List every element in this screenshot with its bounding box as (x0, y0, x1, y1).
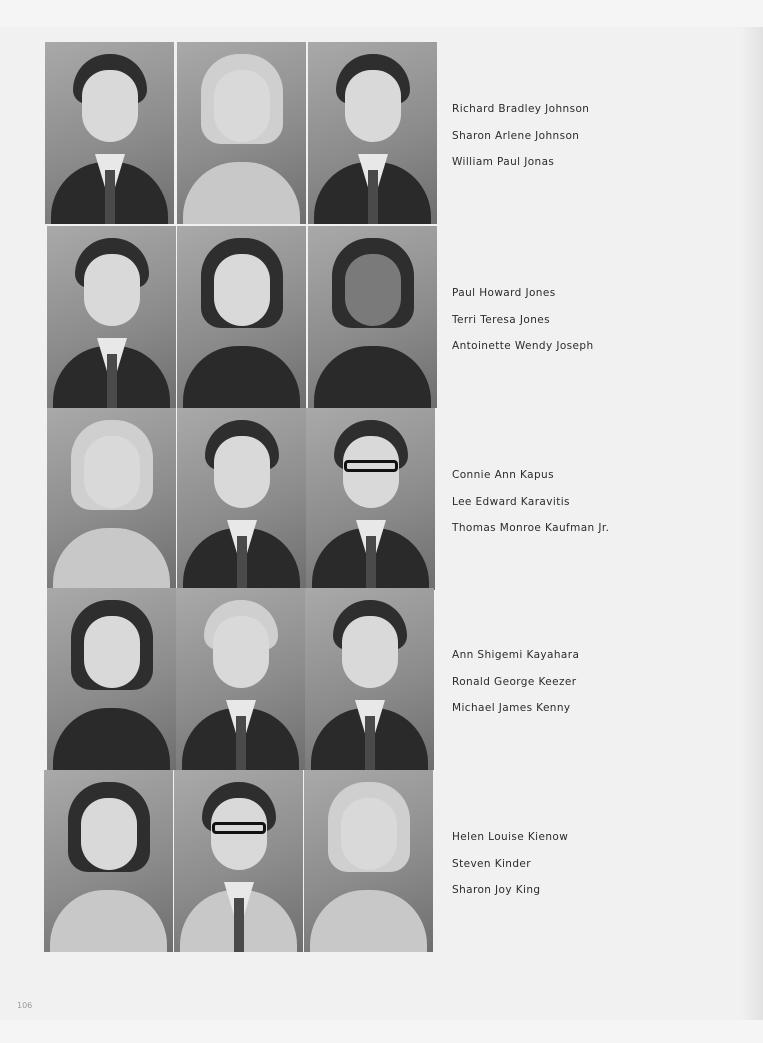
portrait-steven-kinder (174, 770, 303, 952)
student-name: Ronald George Keezer (452, 675, 577, 688)
portrait-michael-kenny (305, 588, 434, 770)
student-name: Michael James Kenny (452, 702, 571, 714)
student-name: Terri Teresa Jones (452, 313, 550, 326)
portrait-richard-johnson (45, 42, 174, 224)
portrait-row-1 (44, 42, 763, 224)
student-name: Steven Kinder (452, 857, 532, 870)
portrait-paul-jones (47, 226, 176, 408)
portrait-connie-kapus (47, 408, 176, 590)
portrait-row-2 (44, 226, 763, 408)
student-name: Connie Ann Kapus (452, 469, 554, 481)
page-number: 106 (17, 1001, 33, 1010)
student-name: Paul Howard Jones (452, 287, 556, 299)
portrait-row-5 (44, 770, 763, 952)
student-name: Sharon Joy King (452, 884, 541, 896)
portrait-thomas-kaufman (306, 408, 435, 590)
names-column-4 (452, 648, 752, 728)
student-name: Lee Edward Karavitis (452, 495, 570, 508)
portrait-terri-jones (177, 226, 306, 408)
portrait-row-3 (44, 408, 763, 590)
student-name: Antoinette Wendy Joseph (452, 340, 594, 352)
names-column-2 (452, 286, 752, 366)
student-name: Sharon Arlene Johnson (452, 129, 580, 142)
names-column-3 (452, 468, 752, 548)
portrait-helen-kienow (44, 770, 173, 952)
portrait-lee-karavitis (177, 408, 306, 590)
portrait-ronald-keezer (176, 588, 305, 770)
portrait-ann-kayahara (47, 588, 176, 770)
portrait-antoinette-joseph (308, 226, 437, 408)
portrait-row-4 (44, 588, 763, 770)
student-name: Helen Louise Kienow (452, 831, 569, 843)
portrait-william-jonas (308, 42, 437, 224)
portrait-sharon-johnson (177, 42, 306, 224)
names-column-1 (452, 102, 752, 182)
names-column-5 (452, 830, 752, 910)
student-name: Richard Bradley Johnson (452, 103, 590, 115)
student-name: William Paul Jonas (452, 156, 555, 168)
student-name: Thomas Monroe Kaufman Jr. (452, 522, 610, 534)
student-name: Ann Shigemi Kayahara (452, 649, 580, 661)
portrait-sharon-king (304, 770, 433, 952)
